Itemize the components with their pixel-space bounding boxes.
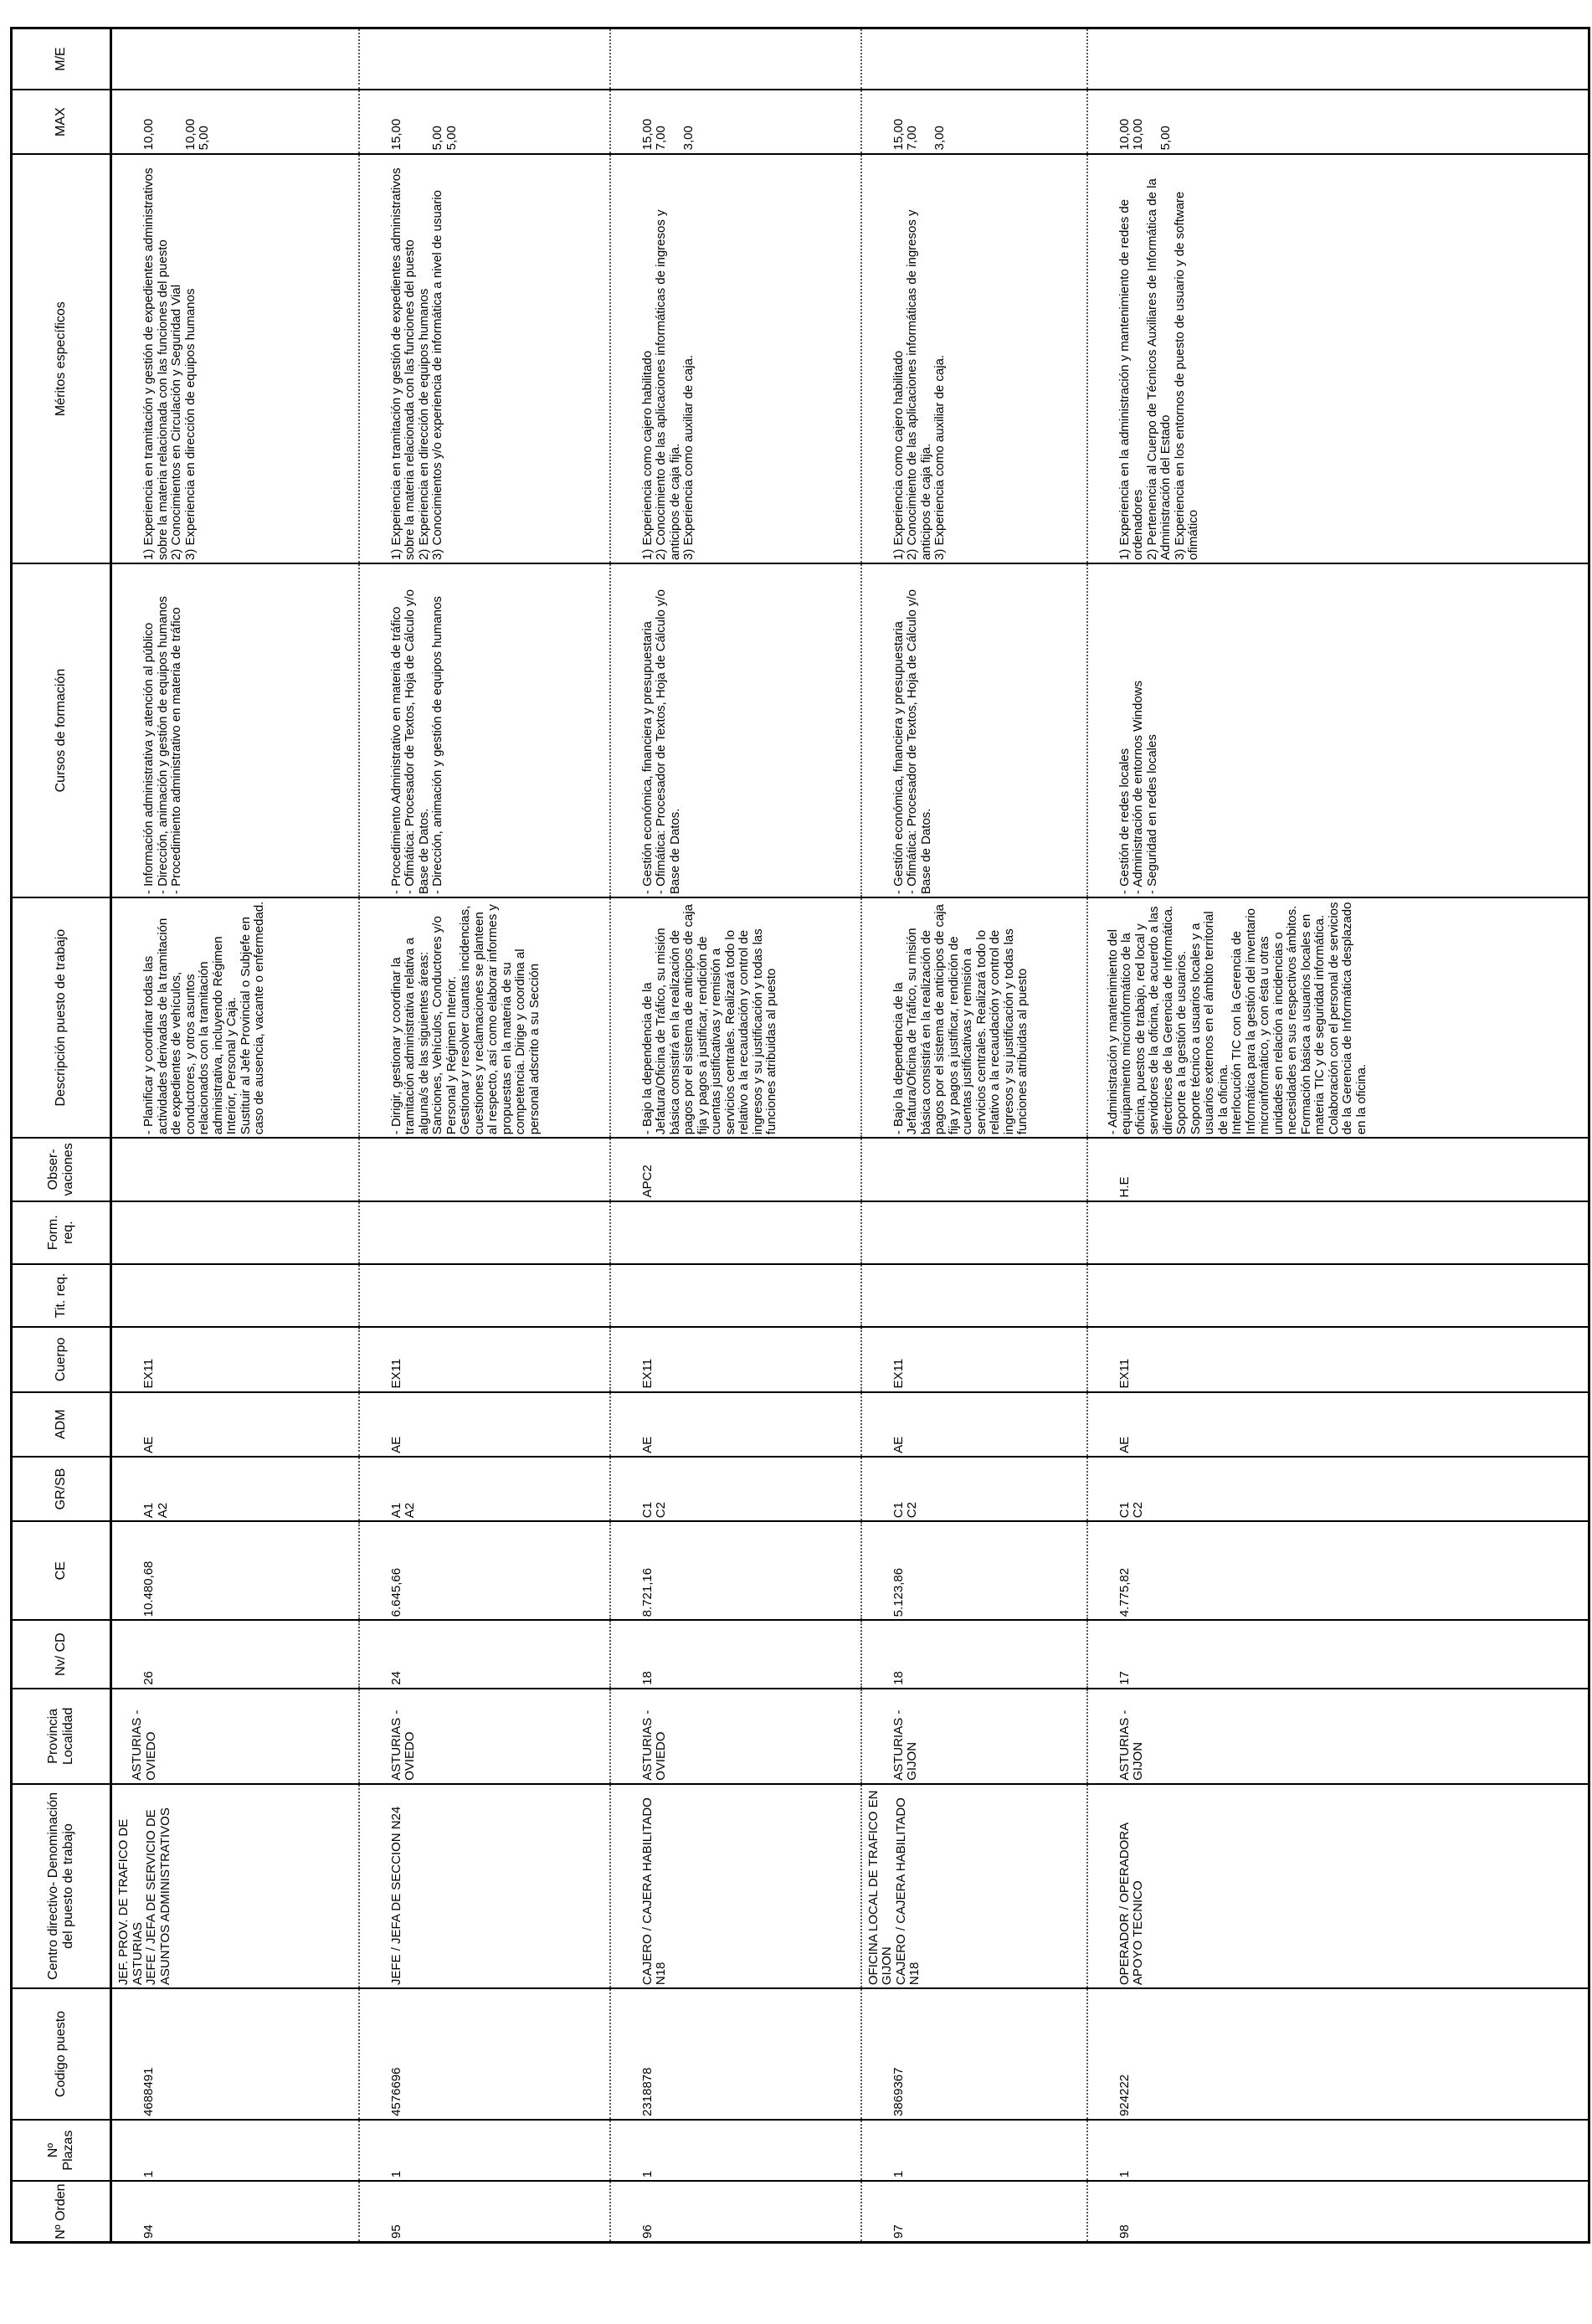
cell-nivel: 18	[610, 1620, 861, 1688]
cell-descripcion: - Planificar y coordinar todas las actividades derivadas de la tramitación de expedientes de vehículos, conductores, y otros asuntos relacionados con la tramitación administrativa, incluyendo Régimen Interior, Personal y Caja. Sustituir al Jefe Provincial o Subjefe en caso de ausencia, vacante o enfermedad.	[111, 897, 359, 1138]
cell-codigo: 924222	[1087, 1988, 1589, 2120]
cell-formacion	[1087, 1201, 1589, 1264]
cell-adm: AE	[111, 1392, 359, 1457]
cell-centro: CAJERO / CAJERA HABILITADO N18	[610, 1784, 861, 1988]
header-meritos: Méritos específicos	[12, 154, 111, 563]
cell-ce: 8.721,16	[610, 1521, 861, 1620]
header-plazas: Nº Plazas	[12, 2120, 111, 2181]
cell-max: 15,00 7,00 3,00	[861, 90, 1087, 154]
cell-titulacion	[610, 1264, 861, 1327]
cell-orden: 96	[610, 2181, 861, 2242]
cell-cursos: - Procedimiento Administrativo en materia de tráfico - Ofimática: Procesador de Textos, Hoja de Cálculo y/o Base de Datos. - Dirección, animación y gestión de equipos humanos	[359, 563, 610, 897]
cell-observaciones: APC2	[610, 1138, 861, 1201]
cell-provincia: ASTURIAS - OVIEDO	[111, 1689, 359, 1784]
cell-descripcion: - Administración y mantenimiento del equipamiento microinformático de la oficina, puestos de trabajo, red local y servidores de la oficina, de acuerdo a las directrices de la Gerencia de Informática. Soporte a la gestión de usuarios. Soporte técnico a usuarios locales y a usuarios externos en el ámbito territorial de la oficina. Interlocución TIC con la Gerencia de Informática para la gestión del inventario microinformático, y con ésta u otras unidades en relación a incidencias o necesidades en sus respectivos ámbitos. Formación básica a usuarios locales en materia TIC y de seguridad informática. Colaboración con el personal de servicios de la Gerencia de Informática desplazado en la oficina.	[1087, 897, 1589, 1138]
cell-cuerpo: EX11	[610, 1327, 861, 1391]
cell-titulacion	[1087, 1264, 1589, 1327]
cell-adm: AE	[359, 1392, 610, 1457]
cell-orden: 95	[359, 2181, 610, 2242]
cell-titulacion	[359, 1264, 610, 1327]
header-centro: Centro directivo- Denominación del puesto de trabajo	[12, 1784, 111, 1988]
cell-grupo: A1 A2	[359, 1457, 610, 1521]
cell-me	[111, 28, 359, 90]
cell-observaciones	[861, 1138, 1087, 1201]
cell-adm: AE	[861, 1392, 1087, 1457]
cell-cuerpo: EX11	[359, 1327, 610, 1391]
cell-grupo: C1 C2	[610, 1457, 861, 1521]
table-row	[111, 28, 359, 2243]
cell-ce: 5.123,86	[861, 1521, 1087, 1620]
header-nivel: Nv/ CD	[12, 1620, 111, 1688]
cell-cursos: - Gestión económica, financiera y presupuestaria - Ofimática: Procesador de Textos, Hoja de Cálculo y/o Base de Datos.	[861, 563, 1087, 897]
cell-meritos: 1) Experiencia en tramitación y gestión de expedientes administrativos sobre la materia relacionada con las funciones del puesto 2) Experiencia en dirección de equipos humanos 3) Conocimientos y/o experiencia de informática a nivel de usuario	[359, 154, 610, 563]
cell-meritos: 1) Experiencia como cajero habilitado 2) Conocimiento de las aplicaciones informáticas de ingresos y anticipos de caja fija. 3) Experiencia como auxiliar de caja.	[861, 154, 1087, 563]
table-row	[861, 28, 1087, 2243]
cell-codigo: 4688491	[111, 1988, 359, 2120]
header-row	[12, 28, 111, 2243]
cell-cursos: - Gestión de redes locales - Administración de entornos Windows - Seguridad en redes locales	[1087, 563, 1589, 897]
cell-plazas: 1	[610, 2120, 861, 2181]
cell-orden: 97	[861, 2181, 1087, 2242]
cell-orden: 94	[111, 2181, 359, 2242]
cell-titulacion	[861, 1264, 1087, 1327]
header-descripcion: Descripción puesto de trabajo	[12, 897, 111, 1138]
cell-orden: 98	[1087, 2181, 1589, 2242]
cell-adm: AE	[1087, 1392, 1589, 1457]
cell-ce: 6.645,66	[359, 1521, 610, 1620]
cell-nivel: 26	[111, 1620, 359, 1688]
cell-max: 15,00 7,00 3,00	[610, 90, 861, 154]
cell-observaciones: H.E	[1087, 1138, 1589, 1201]
cell-centro: JEF. PROV. DE TRAFICO DE ASTURIAS JEFE / JEFA DE SERVICIO DE ASUNTOS ADMINISTRATIVOS	[111, 1784, 359, 1988]
header-cursos: Cursos de formación	[12, 563, 111, 897]
cell-plazas: 1	[861, 2120, 1087, 2181]
header-cuerpo: Cuerpo	[12, 1327, 111, 1391]
cell-codigo: 4576696	[359, 1988, 610, 2120]
cell-plazas: 1	[359, 2120, 610, 2181]
header-orden: Nº Orden	[12, 2181, 111, 2242]
cell-cuerpo: EX11	[861, 1327, 1087, 1391]
cell-meritos: 1) Experiencia como cajero habilitado 2) Conocimiento de las aplicaciones informáticas de ingresos y anticipos de caja fija. 3) Experiencia como auxiliar de caja.	[610, 154, 861, 563]
header-adm: ADM	[12, 1392, 111, 1457]
cell-grupo: C1 C2	[861, 1457, 1087, 1521]
cell-provincia: ASTURIAS - OVIEDO	[359, 1689, 610, 1784]
header-codigo: Codigo puesto	[12, 1988, 111, 2120]
cell-centro: JEFE / JEFA DE SECCION N24	[359, 1784, 610, 1988]
cell-adm: AE	[610, 1392, 861, 1457]
cell-cuerpo: EX11	[1087, 1327, 1589, 1391]
cell-cuerpo: EX11	[111, 1327, 359, 1391]
cell-provincia: ASTURIAS - OVIEDO	[610, 1689, 861, 1784]
cell-descripcion: - Bajo la dependencia de la Jefatura/Oficina de Tráfico, su misión básica consistirá en la realización de pagos por el sistema de anticipos de caja fija y pagos a justificar, rendición de cuentas justificativas y remisión a servicios centrales. Realizará todo lo relativo a la recaudación y control de ingresos y su justificación y todas las funciones atribuidas al puesto	[861, 897, 1087, 1138]
cell-formacion	[861, 1201, 1087, 1264]
cell-me	[610, 28, 861, 90]
table-row	[610, 28, 861, 2243]
cell-observaciones	[111, 1138, 359, 1201]
header-titulacion: Tit. req.	[12, 1264, 111, 1327]
table-row	[1087, 28, 1589, 2243]
header-formacion: Form. req.	[12, 1201, 111, 1264]
cell-formacion	[359, 1201, 610, 1264]
cell-me	[359, 28, 610, 90]
cell-formacion	[610, 1201, 861, 1264]
header-ce: CE	[12, 1521, 111, 1620]
table-row	[359, 28, 610, 2243]
cell-centro: OFICINA LOCAL DE TRAFICO EN GIJON CAJERO / CAJERA HABILITADO N18	[861, 1784, 1087, 1988]
cell-centro: OPERADOR / OPERADORA APOYO TECNICO	[1087, 1784, 1589, 1988]
cell-max: 10,00 10,00 5,00	[111, 90, 359, 154]
cell-codigo: 3869367	[861, 1988, 1087, 2120]
cell-me	[1087, 28, 1589, 90]
cell-descripcion: - Dirigir, gestionar y coordinar la tramitación administrativa relativa a alguna/s de las siguientes áreas: Sanciones, Vehículos, Conductores y/o Personal y Régimen Interior. Gestionar y resolver cuantas incidencias, cuestiones y reclamaciones se planteen al respecto, así como elaborar informes y propuestas en la materia de su competencia. Dirige y coordina al personal adscrito a su Sección	[359, 897, 610, 1138]
cell-nivel: 17	[1087, 1620, 1589, 1688]
cell-cursos: - Información administrativa y atención al público - Dirección, animación y gestión de equipos humanos - Procedimiento administrativo en materia de tráfico	[111, 563, 359, 897]
cell-grupo: C1 C2	[1087, 1457, 1589, 1521]
job-positions-table	[10, 27, 1590, 2244]
cell-me	[861, 28, 1087, 90]
cell-ce: 4.775,82	[1087, 1521, 1589, 1620]
header-provincia: Provincia Localidad	[12, 1689, 111, 1784]
cell-meritos: 1) Experiencia en tramitación y gestión de expedientes administrativos sobre la materia relacionada con las funciones del puesto 2) Conocimientos en Circulación y Seguridad Vial 3) Experiencia en dirección de equipos humanos	[111, 154, 359, 563]
header-grupo: GR/SB	[12, 1457, 111, 1521]
cell-titulacion	[111, 1264, 359, 1327]
cell-observaciones	[359, 1138, 610, 1201]
cell-codigo: 2318878	[610, 1988, 861, 2120]
cell-provincia: ASTURIAS - GIJON	[1087, 1689, 1589, 1784]
cell-plazas: 1	[1087, 2120, 1589, 2181]
cell-nivel: 18	[861, 1620, 1087, 1688]
header-me: M/E	[12, 28, 111, 90]
cell-descripcion: - Bajo la dependencia de la Jefatura/Oficina de Tráfico, su misión básica consistirá en la realización de pagos por el sistema de anticipos de caja fija y pagos a justificar, rendición de cuentas justificativas y remisión a servicios centrales. Realizará todo lo relativo a la recaudación y control de ingresos y su justificación y todas las funciones atribuidas al puesto	[610, 897, 861, 1138]
cell-meritos: 1) Experiencia en la administración y mantenimiento de redes de ordenadores 2) Pertenencia al Cuerpo de Técnicos Auxiliares de Informática de la Administración del Estado 3) Experiencia en los entornos de puesto de usuario y de software ofimático	[1087, 154, 1589, 563]
cell-cursos: - Gestión económica, financiera y presupuestaria - Ofimática: Procesador de Textos, Hoja de Cálculo y/o Base de Datos.	[610, 563, 861, 897]
cell-max: 15,00 5,00 5,00	[359, 90, 610, 154]
cell-grupo: A1 A2	[111, 1457, 359, 1521]
cell-max: 10,00 10,00 5,00	[1087, 90, 1589, 154]
cell-ce: 10.480,68	[111, 1521, 359, 1620]
header-observaciones: Obser- vaciones	[12, 1138, 111, 1201]
cell-plazas: 1	[111, 2120, 359, 2181]
header-max: MAX	[12, 90, 111, 154]
cell-formacion	[111, 1201, 359, 1264]
cell-provincia: ASTURIAS - GIJON	[861, 1689, 1087, 1784]
cell-nivel: 24	[359, 1620, 610, 1688]
